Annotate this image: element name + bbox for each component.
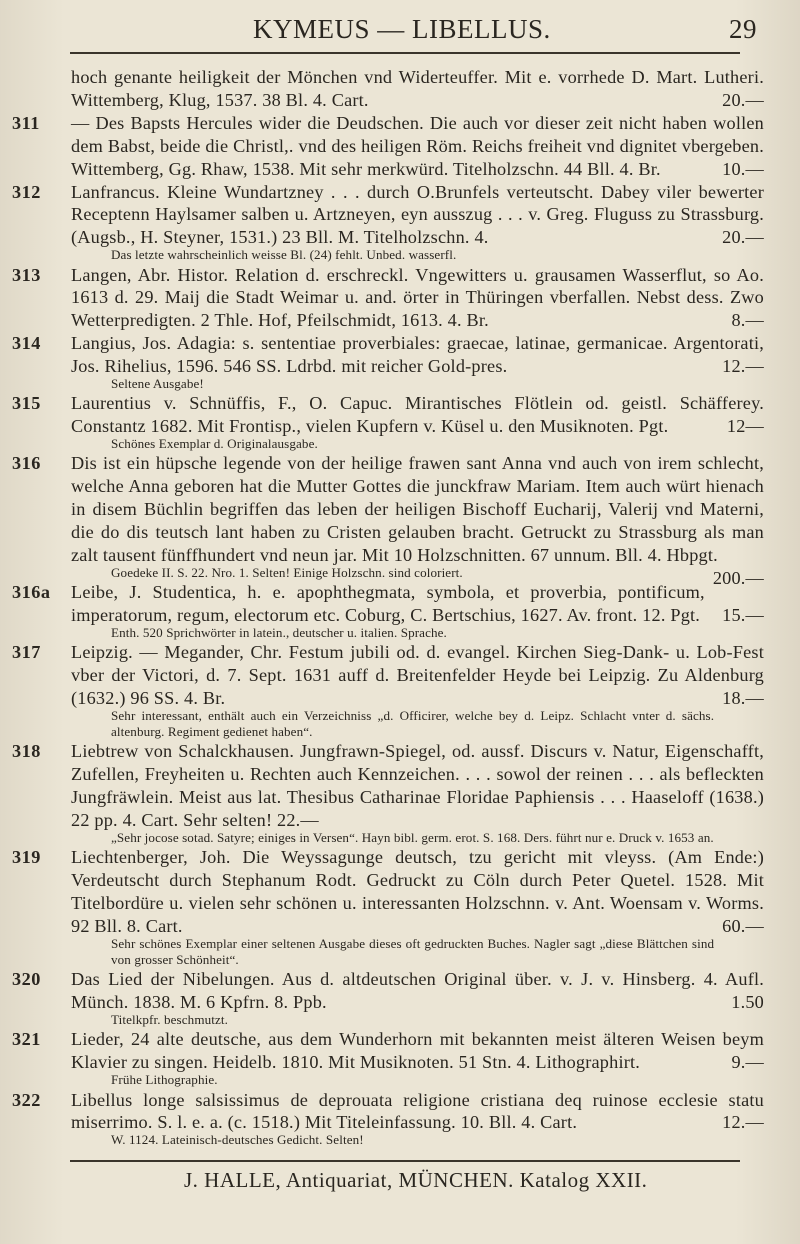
entry-number: 314 — [12, 333, 41, 354]
entry-note: Enth. 520 Sprichwörter in latein., deutscher u. italien. Sprache. — [111, 624, 447, 640]
entry-text: — Des Bapsts Hercules wider die Deudschen. Die auch vor dieser zeit nicht haben wollen dem Babst, beide die Christl,. vnd des heiligen Röm. Reichs freiheit vnd dignitet vbergeben. Wittemberg, Gg. Rhaw, 1538. Mit sehr merkwürd. Titelholzschn. 44 Bll. 4. Br. — [71, 112, 764, 179]
catalog-entry — [12, 641, 764, 740]
entry-text: hoch genante heiligkeit der Mönchen vnd Widerteuffer. Mit e. vorrhede D. Mart. Lutheri. Wittemberg, Klug, 1537. 38 Bl. 4. Cart. — [71, 67, 764, 110]
entry-description — [71, 740, 764, 832]
catalog-entry — [12, 846, 764, 968]
header-rule — [70, 52, 740, 54]
entry-description — [71, 846, 764, 938]
entry-price: 20.— — [722, 89, 764, 110]
entry-number: 312 — [12, 181, 41, 202]
entry-price: 18.— — [722, 688, 764, 708]
entry-price: 12— — [726, 416, 764, 437]
entry-description — [71, 112, 764, 181]
entry-text: Liebtrew von Schalckhausen. Jungfrawn-Spiegel, od. aussf. Discurs v. Natur, Eigenschafft, Zufellen, Freyheiten u. Rechten auch Kennzeichen. . . . sowol der reinen . . . als befleckten Jungfräwlein. Meist aus lat. Thesibus Catharinae Floridae Paphiensis . . . Haaseloff (1638.) 22 pp. 4. Cart. Sehr selten! 22.— — [71, 741, 764, 831]
entry-note: Goedeke II. S. 22. Nro. 1. Selten! Einige Holzschn. sind coloriert. — [111, 564, 463, 580]
entry-number: 322 — [12, 1089, 41, 1110]
catalog-entry — [12, 581, 764, 641]
catalog-entry — [12, 112, 764, 181]
catalog-entry — [12, 332, 764, 392]
entry-note: Seltene Ausgabe! — [111, 376, 204, 392]
entry-note: Das letzte wahrscheinlich weisse Bl. (24) fehlt. Unbed. wasserfl. — [111, 247, 457, 263]
entry-price: 12.— — [722, 1112, 764, 1133]
catalog-entry — [12, 1089, 764, 1149]
entry-description — [71, 181, 764, 250]
entry-price: 20.— — [722, 227, 764, 248]
catalog-entry — [12, 740, 764, 846]
page-number: 29 — [729, 14, 757, 44]
entry-price: 9.— — [731, 1052, 764, 1073]
entry-number: 316 — [12, 453, 41, 474]
entry-text: Liechtenberger, Joh. Die Weyssagunge deutsch, tzu gericht mit vleyss. (Am Ende:) Verdeutscht durch Stephanum Rodt. Gedruckt zu Cöln durch Peter Quetel. 1528. Mit Titelbordüre u. vielen sehr schönen u. interessanten Holzschnn. v. Ant. Woensam v. Worms. 92 Bll. 8. Cart. — [71, 847, 764, 936]
catalog-entries — [12, 66, 764, 1149]
entry-description — [71, 332, 764, 378]
entry-text: Lieder, 24 alte deutsche, aus dem Wunderhorn mit bekannten meist älteren Weisen beym Klavier zu singen. Heidelb. 1810. Mit Musiknoten. 51 Stn. 4. Lithographirt. — [71, 1029, 764, 1073]
entry-number: 313 — [12, 264, 41, 285]
entry-number: 315 — [12, 393, 41, 414]
entry-number: 319 — [12, 847, 41, 868]
entry-note: Sehr schönes Exemplar einer seltenen Ausgabe dieses oft gedruckten Buches. Nagler sagt „diese Blättchen sind von grosser Schönheit“. — [111, 935, 715, 968]
entry-text: Langen, Abr. Histor. Relation d. erschreckl. Vngewitters u. grausamen Wasserflut, so Ao. 1613 d. 29. Maij die Stadt Weimar u. and. örter in Thüringen vberfallen. Nebst dess. Zwo Wetterpredigten. 2 Thle. Hof, Pfeilschmidt, 1613. 4. Br. — [71, 264, 764, 331]
entry-price: 60.— — [722, 916, 764, 936]
catalog-entry — [12, 181, 764, 264]
entry-text: Dis ist ein hüpsche legende von der heilige frawen sant Anna vnd auch von irem schlecht, welche Anna geboren hat die Mutter Gottes die junckfraw Mariam. Item auch würt hienach in disem Büchlin begriffen das leben der heiligen Bischoff Eucharij, Valerij vnd Materni, die do dis teutsch lant haben zu Cristen gelauben bracht. Getruckt zu Strassburg als man zalt tausent fünffhundert vnd neun jar. Mit 10 Holzschnitten. 67 unnum. Bll. 4. Hbpgt. — [71, 453, 764, 565]
entry-text: Leipzig. — Megander, Chr. Festum jubili od. d. evangel. Kirchen Sieg-Dank- u. Lob-Fest vber der Victori, d. 7. Sept. 1631 auff d. Breitenfelder Heyde bei Leipzig. Zu Aldenburg (1632.) 96 SS. 4. Br. — [71, 642, 764, 708]
catalog-entry — [12, 968, 764, 1028]
entry-price: 10.— — [722, 158, 764, 179]
entry-number: 316a — [12, 582, 51, 603]
entry-price: 200.— — [712, 567, 764, 588]
entry-text: Leibe, J. Studentica, h. e. apophthegmata, symbola, et proverbia, pontificum, imperatorum, regum, electorum etc. Coburg, C. Bertschius, 1627. Av. front. 12. Pgt. — [71, 582, 705, 626]
catalog-entry — [12, 452, 764, 588]
entry-description — [71, 264, 764, 333]
catalog-entry — [12, 1028, 764, 1088]
entry-price: 1.50 — [731, 992, 764, 1013]
entry-text: Laurentius v. Schnüffis, F., O. Capuc. Mirantisches Flötlein od. geistl. Schäfferey. Constantz 1682. Mit Frontisp., vielen Kupfern v. Küsel u. den Musiknoten. Pgt. — [71, 393, 764, 437]
entry-price: 12.— — [722, 356, 764, 377]
entry-description — [71, 968, 764, 1014]
entry-description — [71, 641, 764, 710]
entry-number: 311 — [12, 112, 40, 133]
entry-note: W. 1124. Lateinisch-deutsches Gedicht. Selten! — [111, 1132, 364, 1148]
footer-text: J. HALLE, Antiquariat, MÜNCHEN. Katalog XXII. — [184, 1168, 648, 1192]
entry-note: Sehr interessant, enthält auch ein Verzeichniss „d. Officirer, welche bey d. Leipz. Schlacht vnter d. sächs. altenburg. Regiment gedienet haben“. — [111, 707, 715, 740]
entry-description — [71, 66, 764, 112]
entry-description — [71, 1028, 764, 1074]
entry-number: 318 — [12, 741, 41, 762]
entry-note: Frühe Lithographie. — [111, 1072, 218, 1088]
entry-number: 317 — [12, 642, 41, 663]
entry-note: „Sehr jocose sotad. Satyre; einiges in Versen“. Hayn bibl. germ. erot. S. 168. Ders. führt nur e. Druck v. 1653 an. — [111, 830, 714, 846]
entry-note: Titelkpfr. beschmutzt. — [111, 1012, 229, 1028]
entry-text: Das Lied der Nibelungen. Aus d. altdeutschen Original über. v. J. v. Hinsberg. 4. Aufl. Münch. 1838. M. 6 Kpfrn. 8. Ppb. — [71, 969, 764, 1013]
entry-text: Lanfrancus. Kleine Wundartzney . . . durch O.Brunfels verteutscht. Dabey viler bewerter Receptenn Haylsamer salben u. Artzneyen, eyn ausszug . . . v. Greg. Fluguss zu Strassburg. (Augsb., H. Steyner, 1531.) 23 Bll. M. Titelholzschn. 4. — [71, 181, 764, 248]
footer-rule — [70, 1160, 740, 1162]
entry-number: 320 — [12, 969, 41, 990]
catalog-entry — [12, 392, 764, 452]
entry-price: 8.— — [731, 310, 764, 331]
catalog-entry — [12, 66, 764, 112]
entry-description — [71, 1089, 764, 1135]
entry-number: 321 — [12, 1029, 41, 1050]
entry-note: Schönes Exemplar d. Originalausgabe. — [111, 436, 318, 452]
entry-text: Libellus longe salsissimus de deprouata religione cristiana deq ruinose ecclesie statu miserrimo. S. l. e. a. (c. 1518.) Mit Titeleinfassung. 10. Bll. 4. Cart. — [71, 1089, 764, 1133]
entry-description — [71, 581, 764, 627]
entry-price: 15.— — [722, 605, 764, 626]
running-header — [0, 6, 800, 46]
header-title: KYMEUS — LIBELLUS. — [253, 14, 551, 44]
catalog-entry — [12, 264, 764, 333]
entry-description — [71, 392, 764, 438]
entry-text: Langius, Jos. Adagia: s. sententiae proverbiales: graecae, latinae, germanicae. Argentorati, Jos. Rihelius, 1596. 546 SS. Ldrbd. mit reicher Gold-pres. — [71, 333, 764, 377]
